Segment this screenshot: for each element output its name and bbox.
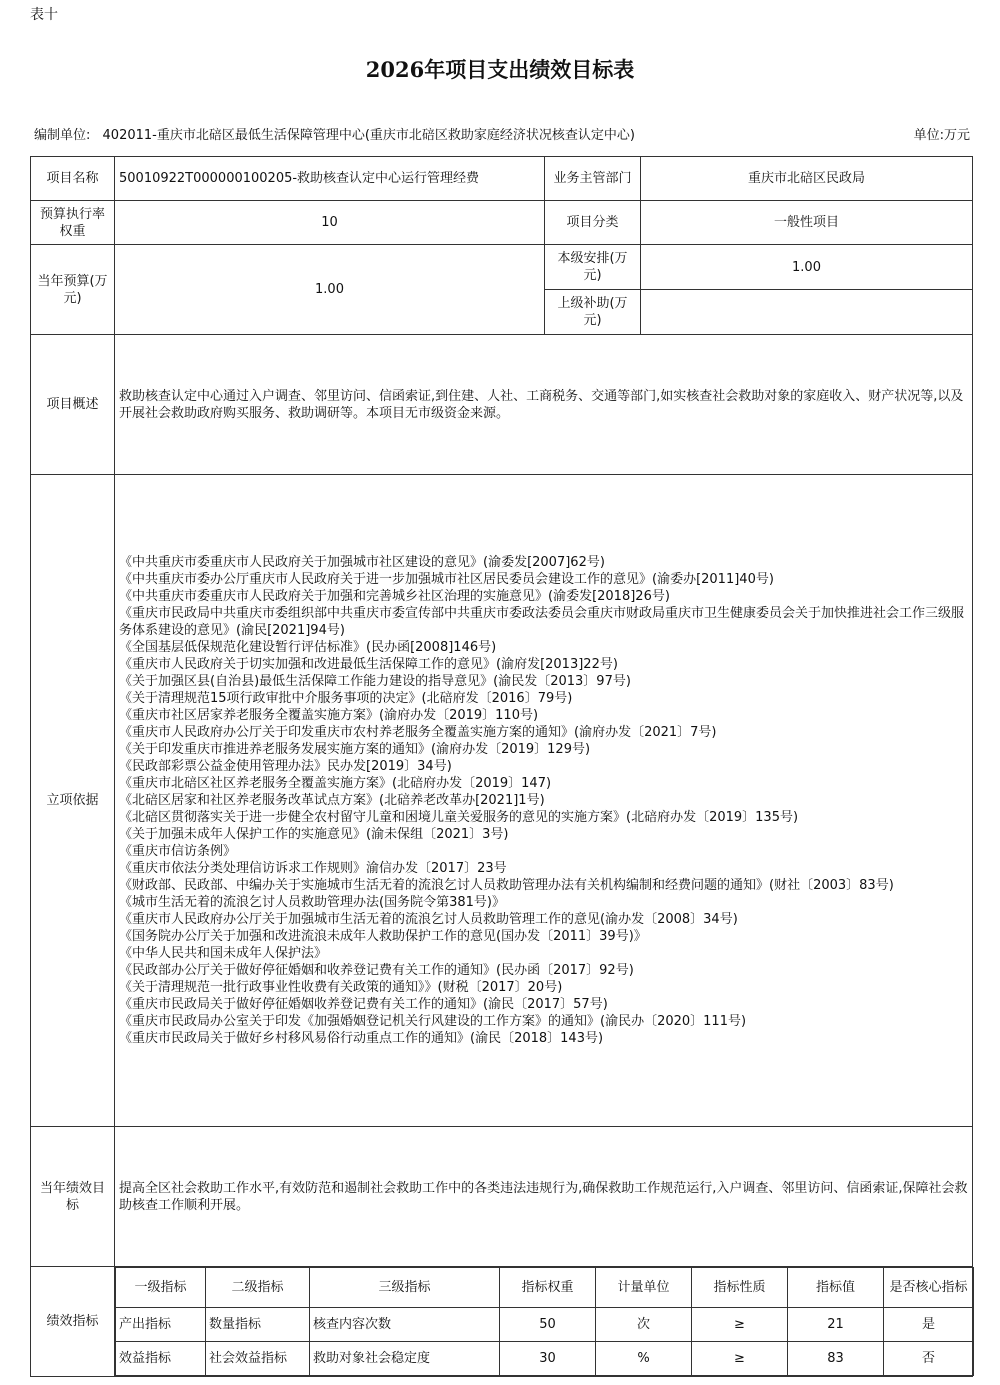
budget-label: 当年预算(万元)	[31, 245, 115, 335]
org-label: 编制单位:	[34, 128, 91, 143]
basis-item: 《国务院办公厅关于加强和改进流浪未成年人救助保护工作的意见(国办发〔2011〕39号)》	[119, 929, 647, 944]
basis-item: 《全国基层低保规范化建设暂行评估标准》(民办函[2008]146号)	[119, 640, 497, 655]
perf-row	[116, 1308, 974, 1342]
perf-cell: 否	[884, 1342, 974, 1376]
perf-header-cell: 一级指标	[116, 1268, 206, 1308]
category-value: 一般性项目	[641, 201, 973, 245]
basis-item: 《重庆市民政局办公室关于印发《加强婚姻登记机关行风建设的工作方案》的通知》(渝民办〔2020〕111号)	[119, 1014, 747, 1029]
perf-cell: 50	[500, 1308, 596, 1342]
perf-row	[116, 1342, 974, 1376]
basis-label: 立项依据	[31, 475, 115, 1127]
basis-item: 《重庆市民政局中共重庆市委组织部中共重庆市委宣传部中共重庆市委政法委员会重庆市财政局重庆市卫生健康委员会关于加快推进社会工作三级服务体系建设的意见》(渝民[2021]94号)	[119, 606, 965, 638]
perf-cell: 产出指标	[116, 1308, 206, 1342]
basis-item: 《重庆市社区居家养老服务全覆盖实施方案》(渝府办发〔2019〕110号)	[119, 708, 539, 723]
overview-value: 救助核查认定中心通过入户调查、邻里访问、信函索证,到住建、人社、工商税务、交通等部门,如实核查社会救助对象的家庭收入、财产状况等,以及开展社会救助政府购买服务、救助调研等。本项目无市级资金来源。	[115, 335, 973, 475]
perf-cell: 效益指标	[116, 1342, 206, 1376]
project-name-value: 50010922T000000100205-救助核查认定中心运行管理经费	[115, 157, 545, 201]
local-value: 1.00	[641, 245, 973, 290]
perf-table-cell	[115, 1267, 973, 1377]
basis-list	[115, 475, 973, 1127]
basis-item: 《重庆市人民政府办公厅关于加强城市生活无着的流浪乞讨人员救助管理工作的意见(渝办发〔2008〕34号)	[119, 912, 738, 927]
perf-cell: 次	[596, 1308, 692, 1342]
perf-cell: 是	[884, 1308, 974, 1342]
basis-item: 《重庆市依法分类处理信访诉求工作规则》渝信办发〔2017〕23号	[119, 861, 507, 876]
basis-item: 《中共重庆市委重庆市人民政府关于加强和完善城乡社区治理的实施意见》(渝委发[2018]26号)	[119, 589, 670, 604]
upper-label: 上级补助(万元)	[545, 290, 641, 335]
performance-target-table	[30, 156, 973, 1377]
perf-cell: ≥	[692, 1342, 788, 1376]
basis-item: 《中共重庆市委重庆市人民政府关于加强城市社区建设的意见》(渝委发[2007]62号)	[119, 555, 605, 570]
perf-header-cell: 计量单位	[596, 1268, 692, 1308]
basis-item: 《北碚区贯彻落实关于进一步健全农村留守儿童和困境儿童关爱服务的意见的实施方案》(北碚府办发〔2019〕135号)	[119, 810, 799, 825]
perf-header-cell: 是否核心指标	[884, 1268, 974, 1308]
perf-cell: 83	[788, 1342, 884, 1376]
perf-cell: 救助对象社会稳定度	[310, 1342, 500, 1376]
basis-item: 《重庆市人民政府办公厅关于印发重庆市农村养老服务全覆盖实施方案的通知》(渝府办发〔2021〕7号)	[119, 725, 717, 740]
local-label: 本级安排(万元)	[545, 245, 641, 290]
project-name-label: 项目名称	[31, 157, 115, 201]
dept-label: 业务主管部门	[545, 157, 641, 201]
category-label: 项目分类	[545, 201, 641, 245]
weight-value: 10	[115, 201, 545, 245]
basis-item: 《重庆市信访条例》	[119, 844, 237, 859]
perf-header-cell: 指标值	[788, 1268, 884, 1308]
basis-item: 《民政部彩票公益金使用管理办法》民办发[2019〕34号)	[119, 759, 452, 774]
basis-item: 《中共重庆市委办公厅重庆市人民政府关于进一步加强城市社区居民委员会建设工作的意见》(渝委办[2011]40号)	[119, 572, 774, 587]
weight-label: 预算执行率权重	[31, 201, 115, 245]
budget-value: 1.00	[115, 245, 545, 335]
perf-table	[115, 1267, 974, 1376]
perf-cell: %	[596, 1342, 692, 1376]
basis-item: 《关于清理规范一批行政事业性收费有关政策的通知》》(财税〔2017〕20号)	[119, 980, 563, 995]
unit-label: 单位:万元	[913, 128, 970, 143]
overview-label: 项目概述	[31, 335, 115, 475]
perf-cell: ≥	[692, 1308, 788, 1342]
basis-item: 《关于加强未成年人保护工作的实施意见》(渝未保组〔2021〕3号)	[119, 827, 509, 842]
org-value: 402011-重庆市北碚区最低生活保障管理中心(重庆市北碚区救助家庭经济状况核查认定中心)	[102, 128, 635, 143]
unit-line	[34, 124, 970, 143]
goal-value: 提高全区社会救助工作水平,有效防范和遏制社会救助工作中的各类违法违规行为,确保救助工作规范运行,入户调查、邻里访问、信函索证,保障社会救助核查工作顺利开展。	[115, 1127, 973, 1267]
perf-header-cell: 三级指标	[310, 1268, 500, 1308]
perf-header-cell: 指标权重	[500, 1268, 596, 1308]
basis-item: 《城市生活无着的流浪乞讨人员救助管理办法(国务院令第381号)》	[119, 895, 505, 910]
perf-cell: 社会效益指标	[206, 1342, 310, 1376]
upper-value	[641, 290, 973, 335]
basis-item: 《民政部办公厅关于做好停征婚姻和收养登记费有关工作的通知》(民办函〔2017〕92号)	[119, 963, 634, 978]
perf-cell: 30	[500, 1342, 596, 1376]
perf-cell: 21	[788, 1308, 884, 1342]
perf-header-cell: 指标性质	[692, 1268, 788, 1308]
basis-item: 《北碚区居家和社区养老服务改革试点方案》(北碚养老改革办[2021]1号)	[119, 793, 545, 808]
basis-item: 《重庆市民政局关于做好停征婚姻收养登记费有关工作的通知》(渝民〔2017〕57号)	[119, 997, 608, 1012]
perf-label: 绩效指标	[31, 1267, 115, 1377]
basis-item: 《财政部、民政部、中编办关于实施城市生活无着的流浪乞讨人员救助管理办法有关机构编制和经费问题的通知》(财社〔2003〕83号)	[119, 878, 894, 893]
basis-item: 《关于印发重庆市推进养老服务发展实施方案的通知》(渝府办发〔2019〕129号)	[119, 742, 591, 757]
perf-cell: 数量指标	[206, 1308, 310, 1342]
basis-item: 《关于清理规范15项行政审批中介服务事项的决定》(北碚府发〔2016〕79号)	[119, 691, 573, 706]
basis-item: 《重庆市人民政府关于切实加强和改进最低生活保障工作的意见》(渝府发[2013]22号)	[119, 657, 618, 672]
goal-label: 当年绩效目标	[31, 1127, 115, 1267]
dept-value: 重庆市北碚区民政局	[641, 157, 973, 201]
perf-cell: 核查内容次数	[310, 1308, 500, 1342]
perf-header-row	[116, 1268, 974, 1308]
perf-header-cell: 二级指标	[206, 1268, 310, 1308]
basis-item: 《关于加强区县(自治县)最低生活保障工作能力建设的指导意见》(渝民发〔2013〕97号)	[119, 674, 631, 689]
basis-item: 《中华人民共和国未成年人保护法》	[119, 946, 328, 961]
basis-item: 《重庆市民政局关于做好乡村移风易俗行动重点工作的通知》(渝民〔2018〕143号)	[119, 1031, 604, 1046]
page-title: 2026年项目支出绩效目标表	[365, 57, 635, 82]
basis-item: 《重庆市北碚区社区养老服务全覆盖实施方案》(北碚府办发〔2019〕147)	[119, 776, 552, 791]
corner-label: 表十	[30, 7, 58, 23]
